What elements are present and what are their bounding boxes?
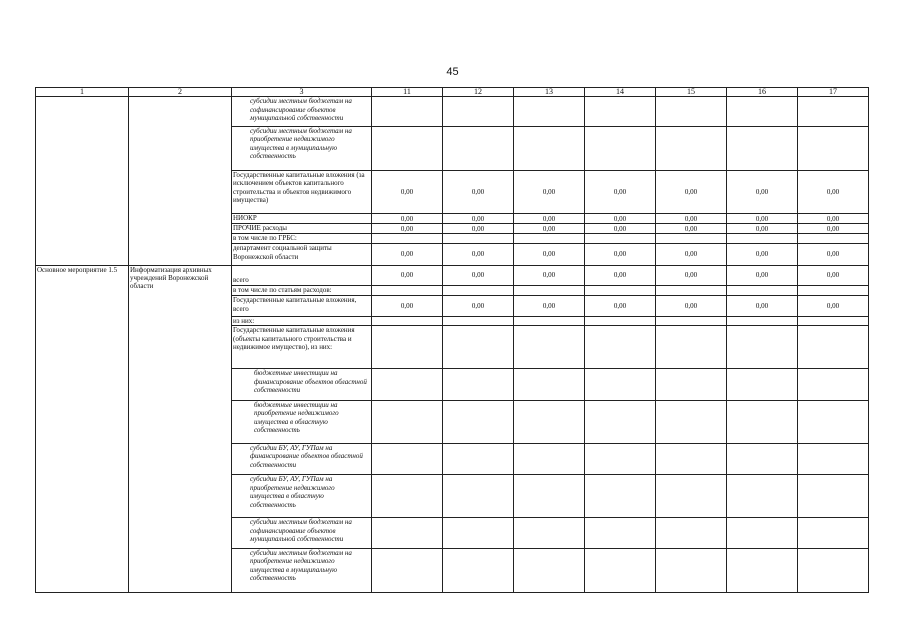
column-header: 12	[443, 88, 514, 97]
value-cell	[443, 316, 514, 326]
value-cell	[443, 126, 514, 170]
row-label: Государственные капитальные вложения (объекты капитального строительства и недвижимое имущество), из них:	[232, 326, 372, 369]
row-label: НИОКР	[232, 214, 372, 224]
event-name-cell: Информатизация архивных учреждений Воронежской области	[129, 265, 232, 592]
value-cell	[514, 518, 585, 549]
row-label: субсидии местным бюджетам на софинансирование объектов муниципальной собственности	[232, 518, 372, 549]
value-cell	[798, 97, 869, 127]
row-label: субсидии местным бюджетам на приобретение недвижимого имущества в муниципальную собственность	[232, 126, 372, 170]
value-cell	[727, 233, 798, 243]
value-cell: 0,00	[443, 170, 514, 214]
value-cell	[514, 369, 585, 401]
row-label: Государственные капитальные вложения (за исключением объектов капитального строительства и объектов недвижимого имущества)	[232, 170, 372, 214]
value-cell	[514, 326, 585, 369]
value-cell	[656, 326, 727, 369]
value-cell: 0,00	[727, 265, 798, 285]
value-cell	[585, 97, 656, 127]
value-cell	[372, 233, 443, 243]
value-cell	[585, 316, 656, 326]
table-row	[36, 265, 869, 285]
value-cell: 0,00	[443, 224, 514, 234]
value-cell	[727, 518, 798, 549]
value-cell	[585, 126, 656, 170]
value-cell	[585, 548, 656, 592]
row-label: субсидии БУ, АУ, ГУПам на приобретение недвижимого имущества в областную собственность	[232, 475, 372, 518]
value-cell	[585, 369, 656, 401]
value-cell: 0,00	[656, 244, 727, 265]
value-cell	[727, 548, 798, 592]
row-label: субсидии местным бюджетам на приобретение недвижимого имущества в муниципальную собственность	[232, 548, 372, 592]
value-cell	[656, 233, 727, 243]
value-cell	[443, 548, 514, 592]
value-cell	[443, 285, 514, 295]
value-cell	[656, 97, 727, 127]
value-cell	[798, 400, 869, 443]
row-label: из них:	[232, 316, 372, 326]
value-cell: 0,00	[798, 224, 869, 234]
row-label: всего	[232, 265, 372, 285]
row-label: бюджетные инвестиции на финансирование объектов областной собственности	[232, 369, 372, 401]
value-cell	[514, 97, 585, 127]
value-cell	[727, 316, 798, 326]
value-cell	[443, 443, 514, 475]
value-cell	[585, 518, 656, 549]
value-cell: 0,00	[514, 244, 585, 265]
value-cell	[514, 475, 585, 518]
value-cell: 0,00	[798, 214, 869, 224]
value-cell	[443, 326, 514, 369]
value-cell: 0,00	[798, 265, 869, 285]
value-cell	[798, 518, 869, 549]
value-cell: 0,00	[585, 170, 656, 214]
value-cell	[443, 369, 514, 401]
value-cell: 0,00	[656, 265, 727, 285]
value-cell	[372, 475, 443, 518]
value-cell: 0,00	[585, 244, 656, 265]
value-cell: 0,00	[727, 224, 798, 234]
value-cell	[514, 285, 585, 295]
value-cell	[585, 475, 656, 518]
value-cell	[656, 400, 727, 443]
value-cell	[372, 285, 443, 295]
column-header: 17	[798, 88, 869, 97]
value-cell	[656, 548, 727, 592]
value-cell: 0,00	[443, 265, 514, 285]
row-label: в том числе по статьям расходов:	[232, 285, 372, 295]
value-cell: 0,00	[514, 224, 585, 234]
value-cell	[514, 316, 585, 326]
value-cell: 0,00	[727, 296, 798, 316]
value-cell	[798, 326, 869, 369]
value-cell	[443, 400, 514, 443]
page-number: 45	[446, 66, 459, 78]
value-cell: 0,00	[372, 244, 443, 265]
value-cell: 0,00	[585, 224, 656, 234]
value-cell	[514, 233, 585, 243]
value-cell	[443, 233, 514, 243]
continuation-col1-cell	[36, 97, 129, 266]
value-cell	[727, 97, 798, 127]
value-cell	[656, 126, 727, 170]
value-cell	[727, 475, 798, 518]
value-cell	[727, 369, 798, 401]
value-cell	[372, 400, 443, 443]
value-cell	[585, 233, 656, 243]
value-cell: 0,00	[372, 214, 443, 224]
value-cell: 0,00	[656, 296, 727, 316]
value-cell	[372, 518, 443, 549]
column-header: 11	[372, 88, 443, 97]
value-cell	[656, 316, 727, 326]
value-cell: 0,00	[372, 224, 443, 234]
continuation-col2-cell	[129, 97, 232, 266]
table-row	[36, 97, 869, 127]
value-cell	[514, 443, 585, 475]
value-cell	[585, 285, 656, 295]
value-cell: 0,00	[656, 224, 727, 234]
value-cell	[727, 400, 798, 443]
value-cell	[585, 400, 656, 443]
value-cell	[727, 285, 798, 295]
value-cell	[372, 326, 443, 369]
value-cell	[727, 443, 798, 475]
value-cell	[372, 443, 443, 475]
value-cell	[798, 285, 869, 295]
value-cell: 0,00	[514, 265, 585, 285]
column-header: 13	[514, 88, 585, 97]
value-cell	[798, 316, 869, 326]
value-cell: 0,00	[798, 296, 869, 316]
value-cell: 0,00	[727, 244, 798, 265]
value-cell	[798, 126, 869, 170]
column-header-row	[36, 88, 869, 97]
column-header: 2	[129, 88, 232, 97]
value-cell: 0,00	[514, 214, 585, 224]
value-cell	[727, 326, 798, 369]
column-header: 1	[36, 88, 129, 97]
value-cell	[443, 518, 514, 549]
value-cell	[443, 97, 514, 127]
row-label: департамент социальной защиты Воронежской области	[232, 244, 372, 265]
row-label: в том числе по ГРБС:	[232, 233, 372, 243]
value-cell	[372, 126, 443, 170]
column-header: 15	[656, 88, 727, 97]
event-number-cell: Основное мероприятие 1.5	[36, 265, 129, 592]
value-cell	[656, 443, 727, 475]
value-cell: 0,00	[372, 296, 443, 316]
value-cell	[372, 548, 443, 592]
value-cell: 0,00	[585, 214, 656, 224]
value-cell: 0,00	[585, 265, 656, 285]
value-cell	[656, 369, 727, 401]
value-cell: 0,00	[727, 170, 798, 214]
value-cell	[514, 126, 585, 170]
row-label: ПРОЧИЕ расходы	[232, 224, 372, 234]
value-cell	[514, 548, 585, 592]
value-cell: 0,00	[727, 214, 798, 224]
value-cell: 0,00	[443, 244, 514, 265]
row-label: Государственные капитальные вложения, всего	[232, 296, 372, 316]
value-cell	[798, 475, 869, 518]
value-cell: 0,00	[798, 244, 869, 265]
value-cell	[372, 97, 443, 127]
value-cell: 0,00	[443, 296, 514, 316]
row-label: субсидии местным бюджетам на софинансирование объектов муниципальной собственности	[232, 97, 372, 127]
value-cell	[798, 233, 869, 243]
value-cell	[585, 443, 656, 475]
value-cell	[372, 316, 443, 326]
value-cell: 0,00	[372, 265, 443, 285]
value-cell: 0,00	[585, 296, 656, 316]
value-cell	[798, 548, 869, 592]
budget-table	[35, 87, 869, 593]
value-cell	[514, 400, 585, 443]
column-header: 3	[232, 88, 372, 97]
column-header: 16	[727, 88, 798, 97]
value-cell	[656, 475, 727, 518]
value-cell	[656, 285, 727, 295]
value-cell: 0,00	[656, 170, 727, 214]
value-cell: 0,00	[443, 214, 514, 224]
value-cell	[372, 369, 443, 401]
row-label: бюджетные инвестиции на приобретение недвижимого имущества в областную собственность	[232, 400, 372, 443]
value-cell	[798, 443, 869, 475]
value-cell	[656, 518, 727, 549]
column-header: 14	[585, 88, 656, 97]
value-cell	[585, 326, 656, 369]
row-label: субсидии БУ, АУ, ГУПам на финансирование объектов областной собственности	[232, 443, 372, 475]
value-cell: 0,00	[656, 214, 727, 224]
value-cell: 0,00	[514, 296, 585, 316]
value-cell: 0,00	[798, 170, 869, 214]
value-cell: 0,00	[514, 170, 585, 214]
value-cell	[727, 126, 798, 170]
value-cell	[798, 369, 869, 401]
value-cell: 0,00	[372, 170, 443, 214]
value-cell	[443, 475, 514, 518]
